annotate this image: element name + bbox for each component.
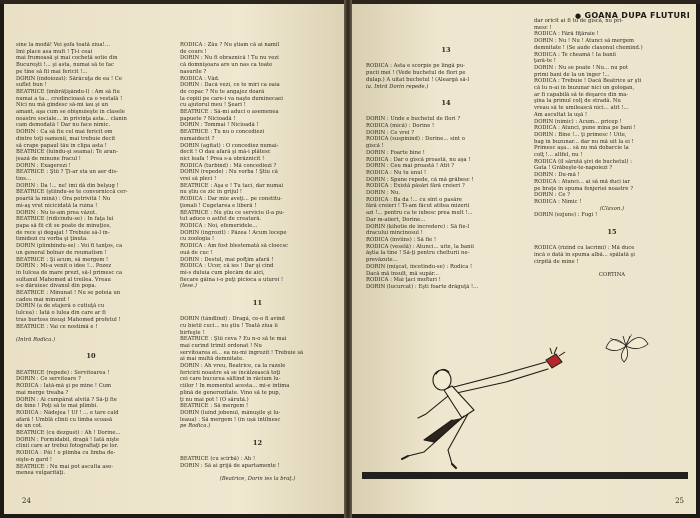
right-page-column-1 xyxy=(366,44,526,291)
text-line: colţ !... altfel, nu ! xyxy=(534,152,583,159)
text-line xyxy=(366,57,526,64)
text-line: de rece şi degajat ! Trebuie să-l în- xyxy=(16,229,110,236)
text-line: clinii care ar trebui fotografiaţi pe lor. xyxy=(16,443,119,450)
text-line: BEATRICE (cu scîrbă) : Ah ! xyxy=(180,456,256,463)
text-line: Dacă mă insult, mă supăr... xyxy=(366,270,439,277)
text-line: ţară-te ! xyxy=(534,58,556,65)
scene-number: 15 xyxy=(607,228,617,236)
text-line: DORIN : Să ai grijă de apartamente ! xyxy=(180,462,280,469)
decorative-bar xyxy=(362,472,688,479)
text-line xyxy=(16,344,166,351)
text-line: că domnişoara are un nas ca toate xyxy=(180,62,273,69)
text-line: cam demodată ! Dar nu face nimic. xyxy=(16,122,111,129)
text-line: BEATRICE (cu dezgust) : Ah ! Dorine... xyxy=(16,430,121,437)
text-line: dintre toţi oamenii, mai trebuie decit xyxy=(16,135,116,142)
text-line: DORIN : Ce vrei ? xyxy=(366,129,415,136)
text-line: suflet bun ! xyxy=(16,82,47,89)
text-line: mesc ! xyxy=(534,24,552,31)
text-line: BEATRICE (îmbrăţişându-l) : Am să fiu xyxy=(16,88,120,95)
text-line: şina la primul colţ de stradă. Nu xyxy=(534,98,621,105)
text-line: DORIN : Destul, mai pofţim afară ! xyxy=(180,256,274,263)
scene-number: 13 xyxy=(441,47,451,54)
text-line xyxy=(534,219,690,226)
text-line: vreau să te umilească nici... atît !... xyxy=(534,105,629,112)
text-line: BEATRICE : Tu nu o concediezi xyxy=(180,129,265,136)
scene-number: 11 xyxy=(252,299,263,307)
text-line: DORIN : Da !... ne! îmi dă din belşug ! xyxy=(16,182,119,189)
scene-number: 14 xyxy=(441,99,451,107)
text-line: DORIN : Formidabil, dragă ! Iată nişte xyxy=(16,436,120,443)
text-line: RODICA : Noi, efemeridele... xyxy=(180,222,258,229)
text-line: BEATRICE : Minunat ! Nu se poteia un xyxy=(16,290,121,297)
text-line: jează de minune fracul ! xyxy=(16,155,81,162)
text-line: mai frumoasă şi mai cochetă sotie din xyxy=(16,55,118,62)
text-line: RODICA : Am fost blestemată să cloecsc xyxy=(180,243,289,250)
text-line: de bine ! Poţi să te mai plimbi. xyxy=(16,403,98,410)
text-line: cadou mai minunit ! xyxy=(16,296,70,303)
text-line: DORIN (ingrozit) : Păzea ! Acum locepe xyxy=(180,229,287,236)
text-line: lulcea) : Iată o lulea din care ar fi xyxy=(16,310,106,317)
text-line: fericirii noastre să se încălzească toţi xyxy=(180,369,281,376)
text-line: (Iese.) xyxy=(180,283,197,290)
text-line: DORIN (ezjuns) : Fugi ! xyxy=(534,212,598,219)
text-line: RODICA : Atunci, pune mina pe bani ! xyxy=(534,125,636,132)
text-line: RODICA : Dar mie aveţi... pe constitu- xyxy=(180,196,283,203)
text-line: la copiii pe care-i va naşte duminecaei xyxy=(180,95,283,102)
text-line xyxy=(16,330,166,337)
text-line: Primesc aşa... să nu mă dobarcie la xyxy=(534,145,629,152)
text-line: DORIN : Dacă vezi, ce te miri ca oaia xyxy=(180,82,280,89)
text-line: de cours ! xyxy=(180,48,207,55)
text-line: (Claxon.) xyxy=(599,205,625,212)
bullet-icon: ● xyxy=(575,12,582,20)
text-line: pe tine să fii mai fericit !... xyxy=(16,68,88,75)
right-page-column-2 xyxy=(534,18,690,279)
text-line: RODICA : Iată-mă şi pe mine ! Cum xyxy=(16,383,112,390)
text-line: DORIN (repede) : Nu vorba ! Ştiu că xyxy=(180,169,278,176)
text-line xyxy=(534,239,690,246)
text-line: nasurile ? xyxy=(180,68,207,75)
text-line: cei care bucurea săltind în răcium lu- xyxy=(180,376,281,383)
text-line: ăştia la tine ! Să-ţi pentru chelturii ne- xyxy=(366,250,470,257)
text-line: BEATRICE : Să mergem ! xyxy=(180,403,249,410)
text-line: DORIN : Bine !... ţi primesc ! Uite, xyxy=(534,131,627,138)
text-line: sultanul Mahomed al treilea. Vreau xyxy=(16,276,111,283)
text-line: BEATRICE : Şi acum, să mergem ! xyxy=(16,256,109,263)
text-line: DORIN (lucurcat) : Eşti foarte drăguţă !... xyxy=(366,283,479,290)
text-line: ia. Intră Dorin repede.) xyxy=(366,83,429,90)
text-line: BEATRICE : Nu mai pot asculta ase- xyxy=(16,463,114,470)
text-line: DORIN (a de etajeră o cutiuţă cu xyxy=(16,303,105,310)
text-line: pucii mei ! (Vede buchetul de flori pe xyxy=(366,70,466,77)
text-line: de copac ? Nu te angajez doară xyxy=(180,88,265,95)
text-line: BEATRICE : Ştii ceva ? Eu n-o să te mai xyxy=(180,336,287,343)
text-line: DORIN : Nu ! Nu ! Atunci să mergem xyxy=(534,38,634,45)
text-line xyxy=(180,430,335,437)
text-line: RODICA : Nu tu unul ! xyxy=(366,169,427,176)
text-line: DORIN : Du-mă ! xyxy=(534,172,580,179)
text-line: tut aduce o astfel de creatură. xyxy=(180,216,262,223)
text-line: să crape papaul tău în clipa asta ! xyxy=(16,142,107,149)
scene-number: 12 xyxy=(252,439,263,447)
text-line: RODICA : Asta e scorpie pe lîngă pu- xyxy=(366,63,465,70)
text-line: Am ascultat la uşă ! xyxy=(534,111,588,118)
flying-man-illustration xyxy=(364,322,684,472)
text-line: Gata ! Grăbeşte-te-napoiezi ? xyxy=(534,165,613,172)
text-line: poartă la mină) : Ora potrivită ! Nu xyxy=(16,196,111,203)
text-line: prevăzute... xyxy=(366,257,398,264)
text-line: nu ştiu ce zic în grijul ! xyxy=(180,189,243,196)
text-line xyxy=(534,265,690,272)
text-line: azi !... pentru ca te iubesc prea mult !... xyxy=(366,210,473,217)
text-line: că tu n-ai în buzunar nici un gologan, xyxy=(534,85,635,92)
text-line: ar fi capabilă să te deşarce din ma- xyxy=(534,91,629,98)
text-line xyxy=(180,470,335,477)
text-line: RODICA : Văd. xyxy=(180,75,220,82)
text-line: DORIN : Foarte bine ! xyxy=(366,149,425,156)
text-line: RODICA : Ucor, că ies ! Dar şi cind xyxy=(180,263,274,270)
text-line: DORIN (mişcat, încetîndu-se) : Rodica ! xyxy=(366,263,473,270)
text-line: cu ajutorul meu ! Şearî ! xyxy=(180,102,246,109)
text-line: DORIN (plimbîndu-se) : Voi fi tanţos, ca xyxy=(16,243,123,250)
left-page xyxy=(4,4,344,514)
text-line: DORIN : Nu te-am prea văzut. xyxy=(16,209,97,216)
scene-number: 10 xyxy=(86,353,96,361)
text-line xyxy=(366,110,526,117)
left-page-column-2 xyxy=(180,42,335,483)
text-line: cirpită de mine ! xyxy=(534,258,579,265)
text-line: DORIN (tăndlind) : Dragă, ce-o fi avînd xyxy=(180,316,285,323)
text-line: dracului mincinosul ! xyxy=(366,230,423,237)
right-page xyxy=(352,4,696,514)
text-line: RODICA : Nimic ! xyxy=(534,198,582,205)
text-line: mi-s duluia cum plecăm de aici, xyxy=(180,269,265,276)
butterfly-icon xyxy=(606,334,648,362)
text-line: RODICA : Atunci... ai să mă duci iar xyxy=(534,178,631,185)
text-line: dar oricît ai fi tu de gîscă, nu pri- xyxy=(534,18,624,24)
text-line xyxy=(180,309,335,316)
text-line: sine la modă! Vei şofa toată ziua!... xyxy=(16,42,110,48)
text-line: demnitate ! (Se aude claxonul chemînd.) xyxy=(534,44,643,51)
text-line: RODICA (rîzînd cu lacrimi) : Mă duce xyxy=(534,245,635,252)
text-line: DORIN : Ce ? xyxy=(534,192,571,199)
text-line: DORIN : Spune repede, că mă grăbesc ! xyxy=(366,176,474,183)
text-line: RODICA : Mai ţaci mofturi ! xyxy=(366,277,441,284)
book-gutter xyxy=(344,0,352,518)
text-line: RODICA : Trebuie ! Dacă Beatrice ar şti xyxy=(534,78,642,85)
text-line: BEATRICE : Vai ce nostimă e ! xyxy=(16,323,98,330)
text-line: BEATRICE (ştiindu-se te convorniccă cer- xyxy=(16,189,128,196)
text-line: RODICA (înviins) : Să fie ! xyxy=(366,236,437,243)
text-line: RODICA (suspinînd) : Dorine... sint o xyxy=(366,136,465,143)
text-line: ouă de cuc ! xyxy=(180,249,213,256)
text-line: RODICA : Există păsări fără creieri ? xyxy=(366,183,465,190)
text-line: DORIN : Nu se poate ! Nu... nu pot xyxy=(534,64,628,71)
text-line: ţionali ! Cugetarea e liberă ! xyxy=(180,202,257,209)
left-page-column-1 xyxy=(16,42,166,477)
text-line: (Intră Rodica.) xyxy=(16,336,56,343)
text-line: nici leafa ! Prea s-a obrăznicit ! xyxy=(180,155,265,162)
text-line: DORIN : Exagerezi ! xyxy=(16,162,71,169)
text-line xyxy=(16,363,166,370)
text-line: tras burtoss însuşi Mahomed profetul ! xyxy=(16,316,121,323)
text-line: BEATRICE (ridicîndu-se) : În faţa lui xyxy=(16,216,114,223)
text-line: RODICA : Zău ? Nu ştiam că ai namil xyxy=(180,42,280,48)
text-line: BEATRICE (repede) : Servitoarea ! xyxy=(16,369,110,376)
text-line: pe Rodica.) xyxy=(180,423,211,430)
text-line: mai curînd trimit ordonat ! Nu xyxy=(180,342,262,349)
text-line: s-o dăruiesc divanul din popa. xyxy=(16,283,97,290)
text-line: ciilor ! În momentul acesta... mi-e intima xyxy=(180,383,290,390)
text-line: fiecare găina i-o puţi picioca a uturoi ! xyxy=(180,276,284,283)
text-line: afară ! Umblă clinii cu limba scoasă xyxy=(16,416,113,423)
text-line: numai a ta... credincioasă ca o vestală ! xyxy=(16,95,123,102)
text-line: un general bolnav de reumatism ! xyxy=(16,249,107,256)
text-line: DORIN : Ce servitoare ? xyxy=(16,376,81,383)
left-page-number: 24 xyxy=(22,497,31,505)
text-line: RODICA (turbind) : Mă concediezi ? xyxy=(180,162,277,169)
text-line: DORIN : Ah vreu, Beatrice, ca la razele xyxy=(180,363,286,370)
text-line: DORIN : Nu fi obraznică ! Tu nu vezi xyxy=(180,55,279,62)
text-line: gîscă ! xyxy=(366,143,384,150)
text-line: DORIN : Unde e buchetul de flori ? xyxy=(366,116,461,123)
text-line: pe braţe în spuma fenjeriei noastre ? xyxy=(534,185,634,192)
running-header-title: GOANA DUPA FLUTURI xyxy=(584,11,690,20)
text-line: menea vulgarităţi. xyxy=(16,470,66,477)
text-line: BEATRICE : Nu ştiu ce serviciu îl-a pu- xyxy=(180,209,285,216)
text-line: CORTINA xyxy=(598,272,626,279)
text-line: DORIN : Ceu mai proastă ! Atît ? xyxy=(366,163,455,170)
text-line: BEATRICE : Ştii ? Ţi-ar sta un aer dis- xyxy=(16,169,118,176)
text-line: Dar m-aiiert, Dorine... xyxy=(366,216,426,223)
text-line: DORIN : Ai cumpărat alvită ? Să-ţi fie xyxy=(16,396,117,403)
text-line: decit ! O dau afară şi mă-i plătesc xyxy=(180,149,271,156)
right-page-number: 25 xyxy=(675,497,684,505)
text-line: RODICA (îl sărută şivi de buchetul) : xyxy=(534,158,633,165)
text-line: vrei să pleci ! xyxy=(180,176,217,183)
text-line: bag în buzunar... dar nu mă uit la ei ! xyxy=(534,138,634,145)
text-line: papuete ? Nicioadă ! xyxy=(180,115,236,122)
text-line: Nici nu mă gîndesc să-mi iau şi un xyxy=(16,102,109,109)
text-line: RODICA : Păi ! o plimba cu limba de- xyxy=(16,450,116,457)
text-line: oişte-n gard ! xyxy=(16,456,52,463)
text-line: cu zoologia ! xyxy=(180,236,215,243)
text-line xyxy=(366,90,526,97)
text-line: leaua) : Să mergem ! (în ușă intîlnesc xyxy=(180,416,281,423)
text-line: primi bani de la un înger !... xyxy=(534,71,610,78)
text-line: tins... xyxy=(16,176,32,183)
text-line xyxy=(180,290,335,297)
text-line: BEATRICE : Să-mi aduci o asemenea xyxy=(180,109,279,116)
text-line: dulap.) A uitat buchetul ! (Aleargă să-l xyxy=(366,76,470,83)
text-line: DORIN : Tommai ! Nicioadă ! xyxy=(180,122,259,129)
text-line: timidezi cu vorba şi ţinuta. xyxy=(16,236,88,243)
text-line: servitoarea ei... ea nu-mi ingrozit ! Trebuie să xyxy=(180,349,304,356)
text-line xyxy=(180,449,335,456)
text-line: RODICA : Te cheamă ! Ia banii xyxy=(534,51,617,58)
text-line: de un cot. xyxy=(16,423,43,430)
text-line: birfeşte ! xyxy=(180,329,205,336)
text-line: noastre sociale... în privinţa asta... clanin xyxy=(16,115,127,122)
text-line: mi-aş vrut nicicidată la ruina ! xyxy=(16,202,98,209)
text-line: (Beatrice, Dorin ies la braţ.) xyxy=(219,476,296,483)
text-line: Îmi place asa mult ! Ţi-i ceai xyxy=(16,48,93,55)
text-line: DORIN : Mi-a venit o idee !... Pozez xyxy=(16,263,112,270)
text-line: plină de generozitate. Vino să te pup, xyxy=(180,389,281,396)
text-line: încă o dată în spuma albă... spălată şi xyxy=(534,251,635,258)
text-line: mai merge treaba ? xyxy=(16,389,69,396)
text-line: în Iulcea de mare prezt, să-l primesc ca xyxy=(16,269,123,276)
text-line: ţi nu mai pot ! (O sărută.) xyxy=(180,396,249,403)
text-line: DORIN (îndoiozat): Sărăcuţa de ea ! Ce xyxy=(16,75,122,82)
text-line: ai mai multă demnitate. xyxy=(180,356,244,363)
text-line: DORIN (luînd jobenul, mănuşile şi lu- xyxy=(180,409,281,416)
text-line: BEATRICE : Aşa e ! Tu taci, dar numai xyxy=(180,182,284,189)
text-line: DORIN (nimic) : Acum... pricep ! xyxy=(534,118,622,125)
text-line: DORIN (kihotie de încredere) : Să fie-l xyxy=(366,223,470,230)
text-line: RODICA (veselă) : Atunci... uite, la banii xyxy=(366,243,474,250)
text-line: RODICA : Nădejea ! Uf ! ... e tare cald xyxy=(16,409,119,416)
text-line: fără creieri ! Ti-am făcut atîtea mizerii xyxy=(366,203,470,210)
text-line: papa să fii cît se poate de minuţios, xyxy=(16,222,112,229)
text-line: BEATRICE (luîndu-şi seama): Te aran- xyxy=(16,149,118,156)
text-line: RODICA : Ba da !... cu sînt o pasăre xyxy=(366,196,463,203)
text-line: RODICA : Fără fiţăraie ! xyxy=(534,31,599,38)
text-line: DORIN : Ca să fiu cel mai fericit om xyxy=(16,129,113,136)
text-line: DORIN (agitat) : O concediez numai- xyxy=(180,142,279,149)
text-line: Bucureşti !... şi asta, numai să te fac xyxy=(16,62,114,69)
text-line: numaidecit ? xyxy=(180,135,215,142)
text-line: amant, aşa cum se obişnuieşte în clasele xyxy=(16,109,125,116)
text-line: RODICA : Dar o gîscă proastă, nu aşa ! xyxy=(366,156,471,163)
text-line: RODICA (mică) : Dorine ! xyxy=(366,123,435,130)
text-line: DORIN : Nu. xyxy=(366,190,401,197)
text-line: cu bietii cuci... nu ştiu ! Toată ziua îi xyxy=(180,322,278,329)
